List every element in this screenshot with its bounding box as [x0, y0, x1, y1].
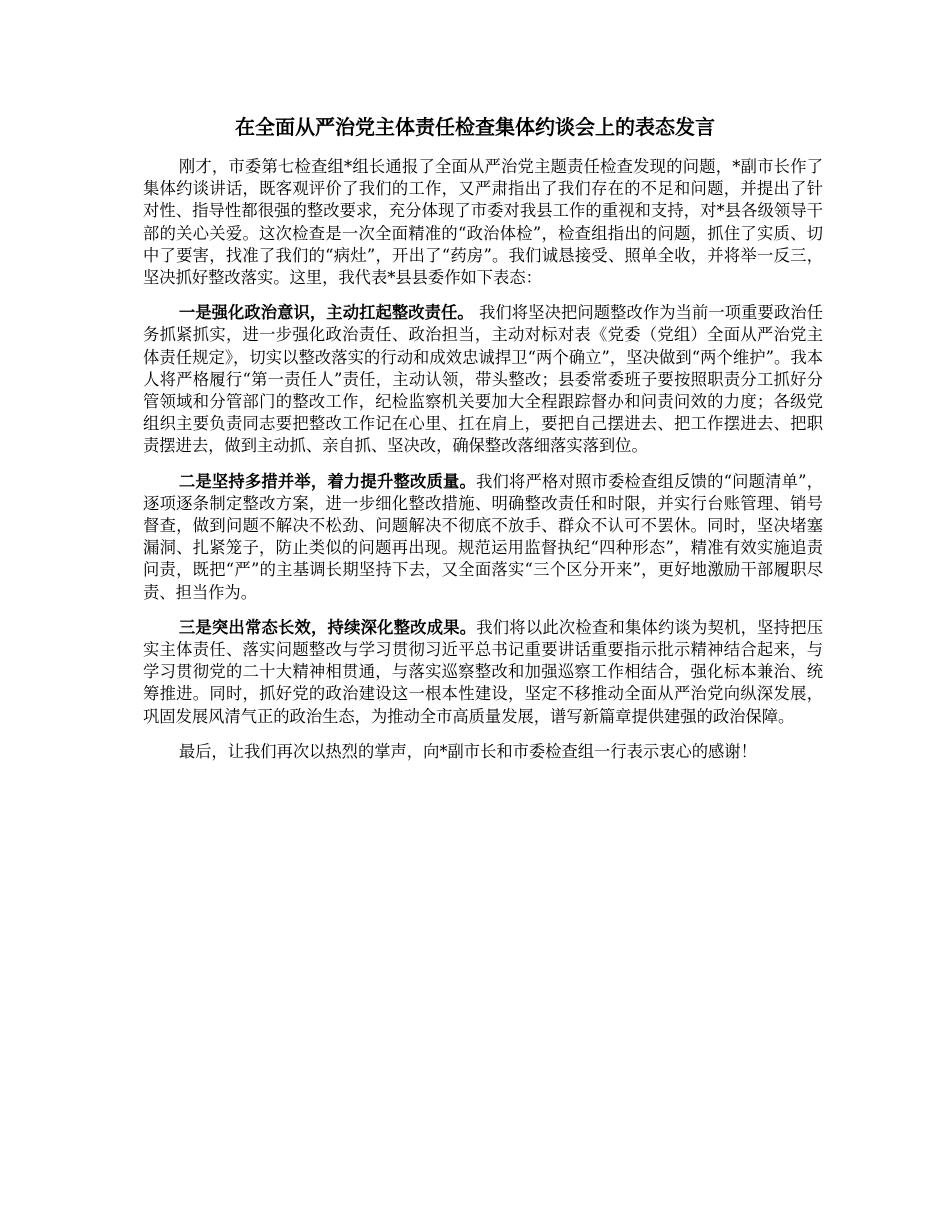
- point-two-heading: 二是坚持多措并举，着力提升整改质量。: [178, 471, 476, 491]
- point-three-paragraph: [143, 617, 823, 728]
- point-two-paragraph: [143, 471, 823, 604]
- closing-paragraph: 最后，让我们再次以热烈的掌声，向*副市长和市委检查组一行表示衷心的感谢！: [178, 741, 757, 761]
- point-one-heading: 一是强化政治意识，主动扛起整改责任。: [178, 303, 474, 323]
- point-two-text: 我们将严格对照市委检查组反馈的“问题清单”，逐项逐条制定整改方案，进一步细化整改措施、明确整改责任和时限，并实行台账管理、销号督查，做到问题不解决不松劲、问题解决不彻底不放手、群众不认可不罢休。同时，坚决堵塞漏洞、扎紧笼子，防止类似的问题再出现。规范运用监督执纪“四种形态”，精准有效实施追责问责，既把“严”的主基调长期坚持下去，又全面落实“三个区分开来”，更好地激励干部履职尽责、担当作为。: [143, 471, 823, 602]
- point-one-text: 我们将坚决把问题整改作为当前一项重要政治任务抓紧抓实，进一步强化政治责任、政治担当，主动对标对表《党委（党组）全面从严治党主体责任规定》，切实以整改落实的行动和成效忠诚捍卫“两个确立”，坚决做到“两个维护”。我本人将严格履行“第一责任人”责任，主动认领，带头整改；县委常委班子要按照职责分工抓好分管领域和分管部门的整改工作，纪检监察机关要加大全程跟踪督办和问责问效的力度；各级党组织主要负责同志要把整改工作记在心里、扛在肩上，要把自己摆进去、把工作摆进去、把职责摆进去，做到主动抓、亲自抓、坚决改，确保整改落细落实落到位。: [143, 303, 823, 456]
- point-one-paragraph: [143, 302, 823, 457]
- document-title: 在全面从严治党主体责任检查集体约谈会上的表态发言: [235, 115, 715, 139]
- document-body: [143, 156, 823, 776]
- point-three-heading: 三是突出常态长效，持续深化整改成果。: [178, 617, 477, 637]
- intro-paragraph: 刚才，市委第七检查组*组长通报了全面从严治党主题责任检查发现的问题，*副市长作了集体约谈讲话，既客观评价了我们的工作，又严肃指出了我们存在的不足和问题，并提出了针对性、指导性都很强的整改要求，充分体现了市委对我县工作的重视和支持，对*县各级领导干部的关心关爱。这次检查是一次全面精准的“政治体检”，检查组指出的问题，抓住了实质、切中了要害，找准了我们的“病灶”，开出了“药房”。我们诚恳接受、照单全收，并将举一反三，坚决抓好整改落实。这里，我代表*县县委作如下表态：: [143, 157, 823, 288]
- point-three-text: 我们将以此次检查和集体约谈为契机，坚持把压实主体责任、落实问题整改与学习贯彻习近平总书记重要讲话重要指示批示精神结合起来，与学习贯彻党的二十大精神相贯通，与落实巡察整改和加强巡察工作相结合，强化标本兼治、统筹推进。同时，抓好党的政治建设这一根本性建设，坚定不移推动全面从严治党向纵深发展，巩固发展风清气正的政治生态，为推动全市高质量发展，谱写新篇章提供建强的政治保障。: [143, 617, 823, 726]
